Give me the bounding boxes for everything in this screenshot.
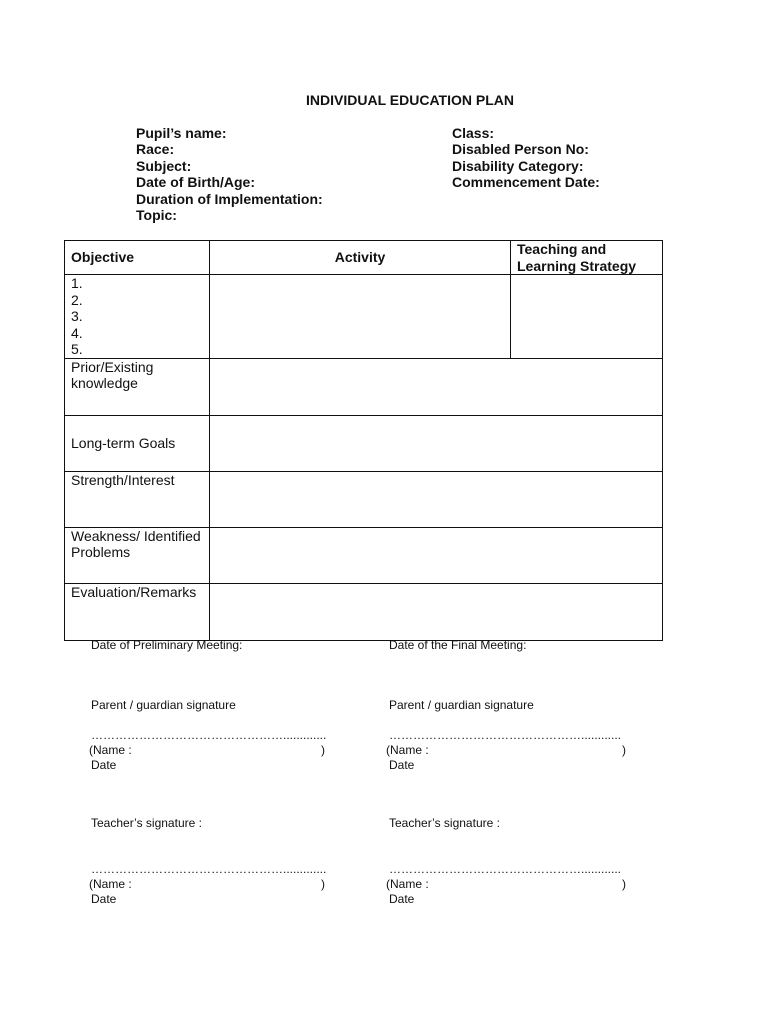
- weakness-line2: Problems: [71, 544, 131, 560]
- weakness-row: [65, 527, 663, 583]
- name-open: (Name :: [89, 743, 132, 757]
- date-label: Date: [91, 891, 117, 906]
- document-title: INDIVIDUAL EDUCATION PLAN: [306, 92, 514, 108]
- objective-number: 4.: [71, 324, 83, 341]
- long-term-goals-row: [65, 415, 663, 471]
- name-open: (Name :: [386, 743, 429, 757]
- name-close: ): [321, 743, 325, 757]
- teacher-signature-label-left: Teacher’s signature :: [91, 816, 202, 830]
- duration-label: Duration of Implementation:: [136, 190, 323, 207]
- evaluation-cell[interactable]: [210, 583, 663, 640]
- long-term-goals-label: Long-term Goals: [65, 415, 210, 471]
- class-label: Class:: [452, 125, 495, 141]
- name-close: ): [622, 877, 626, 891]
- strategy-header-line1: Teaching and: [517, 241, 607, 257]
- date-label: Date: [389, 757, 415, 772]
- subject-label: Subject:: [136, 157, 192, 174]
- strength-cell[interactable]: [210, 471, 663, 527]
- evaluation-row: [65, 583, 663, 640]
- table-header-row: [65, 241, 663, 275]
- education-plan-table: [64, 240, 663, 641]
- name-close: ): [622, 743, 626, 757]
- objective-number: 1.: [71, 275, 83, 291]
- strategy-header-line2: Learning Strategy: [517, 257, 637, 274]
- parent-name-left: [89, 743, 325, 772]
- final-meeting-label: Date of the Final Meeting:: [389, 638, 527, 652]
- weakness-label: [65, 527, 210, 583]
- teacher-signature-line-left[interactable]: ………………………………………….............: [91, 862, 327, 876]
- dob-age-label: Date of Birth/Age:: [136, 174, 255, 191]
- parent-signature-label-left: Parent / guardian signature: [91, 698, 236, 712]
- parent-signature-label-right: Parent / guardian signature: [389, 698, 534, 712]
- objective-header: Objective: [65, 241, 210, 275]
- teacher-name-right: [386, 877, 626, 906]
- objective-number: 2.: [71, 291, 83, 308]
- parent-signature-line-right[interactable]: …………………………………………............: [389, 728, 622, 742]
- name-open: (Name :: [386, 877, 429, 891]
- disabled-person-no-label: Disabled Person No:: [452, 141, 589, 158]
- objectives-row: [65, 275, 663, 359]
- strategy-cell[interactable]: [511, 275, 663, 359]
- race-label: Race:: [136, 141, 175, 158]
- long-term-goals-cell[interactable]: [210, 415, 663, 471]
- objective-number: 3.: [71, 308, 83, 324]
- pupil-info-right: [452, 125, 600, 191]
- teacher-signature-line-right[interactable]: …………………………………………............: [389, 862, 622, 876]
- name-close: ): [321, 877, 325, 891]
- prior-knowledge-cell[interactable]: [210, 358, 663, 415]
- prior-knowledge-row: [65, 358, 663, 415]
- prior-knowledge-label: [65, 358, 210, 415]
- weakness-line1: Weakness/ Identified: [71, 527, 201, 544]
- weakness-cell[interactable]: [210, 527, 663, 583]
- pupil-info-left: [136, 125, 323, 223]
- objective-number: 5.: [71, 341, 83, 357]
- pupil-name-label: Pupil’s name:: [136, 125, 227, 141]
- disability-category-label: Disability Category:: [452, 157, 584, 174]
- prior-knowledge-line2: knowledge: [71, 375, 138, 391]
- strength-row: [65, 471, 663, 527]
- prior-knowledge-line1: Prior/Existing: [71, 358, 154, 375]
- teacher-signature-label-right: Teacher’s signature :: [389, 816, 500, 830]
- date-label: Date: [91, 757, 117, 772]
- date-label: Date: [389, 891, 415, 906]
- commencement-date-label: Commencement Date:: [452, 174, 600, 191]
- parent-signature-line-left[interactable]: ………………………………………….............: [91, 728, 327, 742]
- teacher-name-left: [89, 877, 325, 906]
- topic-label: Topic:: [136, 207, 177, 224]
- name-open: (Name :: [89, 877, 132, 891]
- evaluation-label: Evaluation/Remarks: [65, 583, 210, 640]
- strength-label: Strength/Interest: [65, 471, 210, 527]
- activity-cell[interactable]: [210, 275, 511, 359]
- preliminary-meeting-label: Date of Preliminary Meeting:: [91, 638, 243, 652]
- strategy-header: [511, 241, 663, 275]
- parent-name-right: [386, 743, 626, 772]
- activity-header: Activity: [210, 241, 511, 275]
- objective-list: [65, 275, 210, 359]
